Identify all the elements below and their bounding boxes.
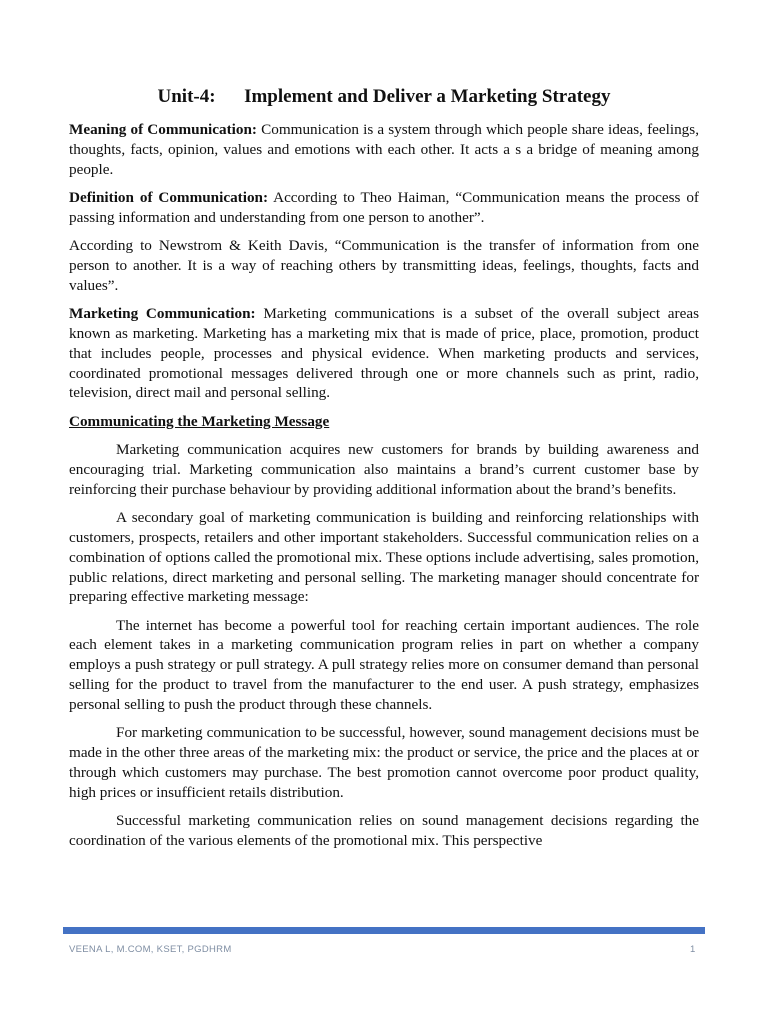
meaning-paragraph: [69, 120, 699, 179]
document-body: [69, 120, 699, 859]
definition-heading: Definition of Communication:: [69, 188, 269, 206]
marketing-communication-heading: Marketing Communication:: [69, 305, 256, 323]
body-paragraph: Successful marketing communication relies on sound management decisions regarding the coordination of the various elements of the promotional mix. This perspective: [69, 812, 699, 849]
footer-divider: [63, 927, 705, 934]
body-paragraph: Marketing communication acquires new customers for brands by building awareness and encouraging trial. Marketing communication also maintains a brand’s current customer base by reinforcing their purchase behaviour by providing additional information about the brand’s benefits.: [69, 441, 699, 498]
definition-paragraph: [69, 188, 699, 228]
meaning-heading: Meaning of Communication:: [69, 121, 257, 138]
marketing-communication-paragraph: [69, 304, 699, 403]
communicating-heading-row: [69, 412, 699, 432]
footer-page-number: 1: [690, 944, 696, 955]
footer-author: VEENA L, M.COM, KSET, PGDHRM: [69, 944, 232, 955]
marketing-communication-text: Marketing communications is a subset of the overall subject areas known as marketing. Marketing has a marketing mix that is made of price, place, promotion, product that includes people, processes and physical evidence. When marketing products and services, coordinated promotional messages delivered through one or more channels such as print, radio, television, direct mail and personal selling.: [69, 305, 699, 402]
body-paragraph: A secondary goal of marketing communication is building and reinforcing relationships with customers, prospects, retailers and other important stakeholders. Successful communication relies on a combination of options called the promotional mix. These options include advertising, sales promotion, public relations, direct marketing and personal selling. The marketing manager should concentrate for preparing effective marketing message:: [69, 509, 699, 606]
page-title: Unit-4: Implement and Deliver a Marketing Strategy: [157, 86, 611, 107]
definition-text: According to Theo Haiman, “Communication means the process of passing information and understanding from one person to another”.: [69, 188, 699, 226]
body-paragraph: The internet has become a powerful tool for reaching certain important audiences. The role each element takes in a marketing communication program relies in part on whether a company employs a push strategy or pull strategy. A pull strategy relies more on consumer demand than personal selling for the product to travel from the manufacturer to the end user. A push strategy, emphasizes personal selling to push the product through these channels.: [69, 616, 699, 713]
meaning-text: Communication is a system through which people share ideas, feelings, thoughts, facts, opinion, values and emotions with each other. It acts a s a bridge of meaning among people.: [69, 121, 699, 178]
body-paragraph: For marketing communication to be successful, however, sound management decisions must be made in the other three areas of the marketing mix: the product or service, the price and the places at or through which customers may purchase. The best promotion cannot overcome poor product quality, high prices or insufficient retails distribution.: [69, 724, 699, 801]
communicating-heading: Communicating the Marketing Message: [69, 412, 330, 430]
newstrom-paragraph: According to Newstrom & Keith Davis, “Communication is the transfer of information from one person to another. It is a way of reaching others by transmitting ideas, feelings, thoughts, facts and values”.: [69, 237, 699, 294]
